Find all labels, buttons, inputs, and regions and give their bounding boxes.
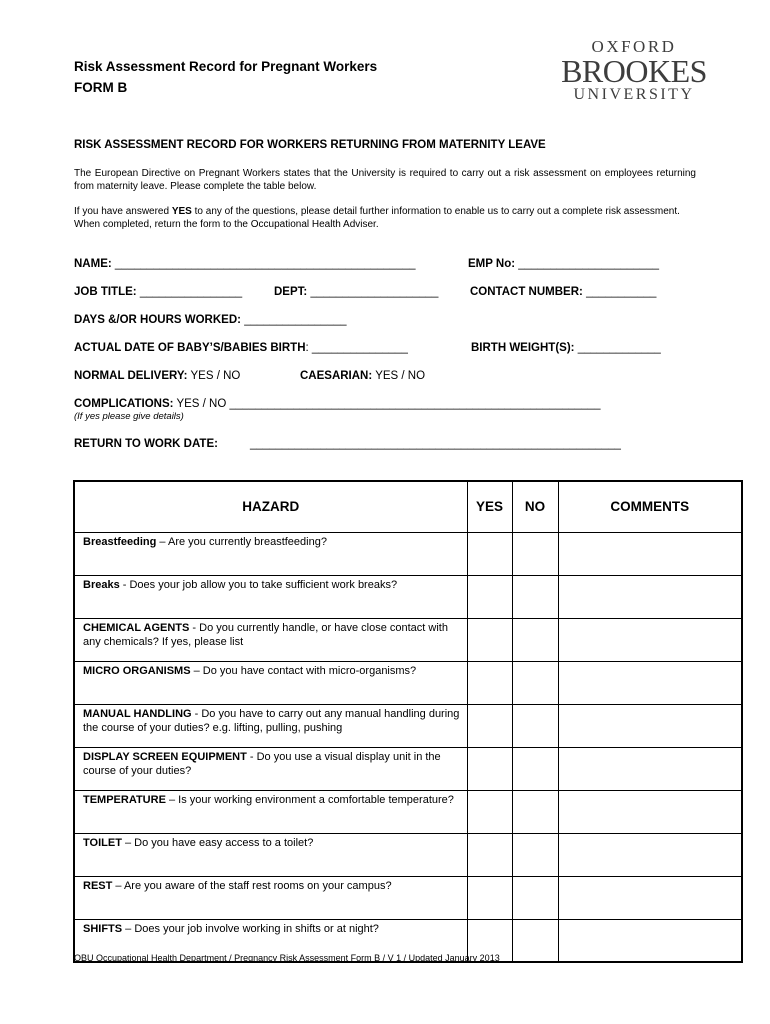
- hazard-text: – Are you currently breastfeeding?: [156, 535, 327, 548]
- hazard-question: [74, 661, 467, 704]
- emp-no-field[interactable]: [468, 258, 659, 270]
- complications-label: COMPLICATIONS:: [74, 398, 174, 410]
- table-row: [74, 833, 742, 876]
- comments-cell[interactable]: [558, 833, 742, 876]
- instructions-paragraph: [74, 205, 696, 231]
- hazard-name: TOILET: [83, 836, 122, 849]
- comments-cell[interactable]: [558, 575, 742, 618]
- instructions-yes: YES: [171, 206, 192, 217]
- hazard-question: [74, 790, 467, 833]
- university-logo: [553, 38, 715, 103]
- comments-column-header: COMMENTS: [558, 481, 742, 532]
- section-heading: RISK ASSESSMENT RECORD FOR WORKERS RETURNING FROM MATERNITY LEAVE: [74, 139, 546, 151]
- name-label: NAME:: [74, 258, 112, 270]
- hazard-name: SHIFTS: [83, 922, 123, 935]
- yes-cell[interactable]: [467, 661, 512, 704]
- dept-field[interactable]: [274, 286, 438, 298]
- hazard-name: MICRO ORGANISMS: [83, 664, 191, 677]
- job-title-label: JOB TITLE:: [74, 286, 137, 298]
- hazard-text: – Is your working environment a comfortable temperature?: [165, 793, 454, 806]
- hazard-text: - Do you have to carry out any manual handling during the course of your duties? e.g. lifting, pulling, pushing: [83, 707, 460, 734]
- table-row: [74, 575, 742, 618]
- birth-weight-line[interactable]: _____________: [577, 342, 661, 354]
- days-hours-label: DAYS &/OR HOURS WORKED:: [74, 314, 241, 326]
- job-title-field[interactable]: [74, 286, 242, 298]
- instructions-text-b: to any of the questions, please detail further information to enable us to carry out a complete risk assessment. When completed, return the form to the Occupational Health Adviser.: [74, 206, 680, 230]
- contact-number-label: CONTACT NUMBER:: [470, 286, 583, 298]
- comments-cell[interactable]: [558, 790, 742, 833]
- comments-cell[interactable]: [558, 532, 742, 575]
- comments-cell[interactable]: [558, 704, 742, 747]
- logo-line-brookes: BROOKES: [561, 53, 707, 89]
- hazard-text: – Does your job involve working in shifts or at night?: [122, 922, 379, 935]
- yes-cell[interactable]: [467, 575, 512, 618]
- table-row: [74, 532, 742, 575]
- no-cell[interactable]: [512, 618, 558, 661]
- no-cell[interactable]: [512, 704, 558, 747]
- form-title: Risk Assessment Record for Pregnant Workers: [74, 59, 378, 74]
- hazard-column-header: HAZARD: [74, 481, 467, 532]
- comments-cell[interactable]: [558, 747, 742, 790]
- logo-line-university: UNIVERSITY: [573, 86, 695, 103]
- name-line[interactable]: _______________________________________________: [114, 258, 416, 270]
- caesarian-field[interactable]: [300, 370, 425, 382]
- table-row: [74, 790, 742, 833]
- caesarian-options[interactable]: YES / NO: [375, 370, 426, 382]
- yes-cell[interactable]: [467, 532, 512, 575]
- table-row: [74, 747, 742, 790]
- caesarian-label: CAESARIAN:: [300, 370, 373, 382]
- page-footer: OBU Occupational Health Department / Pregnancy Risk Assessment Form B / V 1 / Updated January 2013: [74, 953, 500, 963]
- return-date-label-wrap: [74, 438, 218, 450]
- hazard-name: REST: [83, 879, 113, 892]
- no-cell[interactable]: [512, 747, 558, 790]
- contact-number-line[interactable]: ___________: [586, 286, 657, 298]
- birth-date-field[interactable]: [74, 342, 408, 354]
- hazard-text: – Do you have contact with micro-organisms?: [190, 664, 417, 677]
- hazard-question: [74, 747, 467, 790]
- yes-cell[interactable]: [467, 876, 512, 919]
- hazard-name: Breaks: [83, 578, 120, 591]
- birth-date-label: ACTUAL DATE OF BABY’S/BABIES BIRTH: [74, 342, 306, 354]
- yes-cell[interactable]: [467, 833, 512, 876]
- no-cell[interactable]: [512, 790, 558, 833]
- instructions-text-a: If you have answered: [74, 206, 172, 217]
- job-title-line[interactable]: ________________: [139, 286, 243, 298]
- complications-options[interactable]: YES / NO: [176, 398, 227, 410]
- complications-line[interactable]: __________________________________________________________: [229, 398, 601, 410]
- days-hours-field[interactable]: [74, 314, 347, 326]
- hazard-question: [74, 876, 467, 919]
- complications-field[interactable]: [74, 398, 600, 410]
- yes-column-header: YES: [467, 481, 512, 532]
- emp-no-line[interactable]: ______________________: [518, 258, 659, 270]
- birth-date-colon: :: [305, 342, 309, 354]
- birth-date-line[interactable]: _______________: [311, 342, 408, 354]
- hazard-question: [74, 575, 467, 618]
- hazard-text: – Are you aware of the staff rest rooms on your campus?: [112, 879, 392, 892]
- complications-note: (If yes please give details): [74, 411, 184, 422]
- normal-delivery-label: NORMAL DELIVERY:: [74, 370, 188, 382]
- yes-cell[interactable]: [467, 790, 512, 833]
- days-hours-line[interactable]: ________________: [244, 314, 347, 326]
- contact-number-field[interactable]: [470, 286, 656, 298]
- no-cell[interactable]: [512, 833, 558, 876]
- no-column-header: NO: [512, 481, 558, 532]
- birth-weight-field[interactable]: [471, 342, 661, 354]
- table-row: [74, 618, 742, 661]
- intro-paragraph: The European Directive on Pregnant Workers states that the University is required to carry out a risk assessment on employees returning from maternity leave. Please complete the table below.: [74, 168, 696, 192]
- no-cell[interactable]: [512, 661, 558, 704]
- logo-line-oxford: OXFORD: [591, 37, 677, 56]
- birth-weight-label: BIRTH WEIGHT(S):: [471, 342, 575, 354]
- hazard-question: [74, 833, 467, 876]
- dept-label: DEPT:: [274, 286, 308, 298]
- yes-cell[interactable]: [467, 618, 512, 661]
- return-date-label: RETURN TO WORK DATE:: [74, 438, 218, 450]
- hazard-question: [74, 532, 467, 575]
- table-row: [74, 704, 742, 747]
- yes-cell[interactable]: [467, 747, 512, 790]
- hazard-name: Breastfeeding: [83, 535, 157, 548]
- return-date-line[interactable]: __________________________________________________________: [250, 438, 621, 450]
- no-cell[interactable]: [512, 575, 558, 618]
- hazard-table-header: [74, 481, 742, 532]
- no-cell[interactable]: [512, 532, 558, 575]
- hazard-name: MANUAL HANDLING: [83, 707, 192, 720]
- comments-cell[interactable]: [558, 919, 742, 962]
- hazard-question: [74, 704, 467, 747]
- emp-no-label: EMP No:: [468, 258, 516, 270]
- yes-cell[interactable]: [467, 704, 512, 747]
- dept-line[interactable]: ____________________: [310, 286, 439, 298]
- hazard-text: - Do you currently handle, or have close contact with any chemicals? If yes, please list: [83, 621, 448, 648]
- table-row: [74, 661, 742, 704]
- name-field[interactable]: [74, 258, 416, 270]
- table-row: [74, 876, 742, 919]
- hazard-question: [74, 618, 467, 661]
- normal-delivery-field[interactable]: [74, 370, 240, 382]
- hazard-name: DISPLAY SCREEN EQUIPMENT: [83, 750, 247, 763]
- hazard-text: – Do you have easy access to a toilet?: [121, 836, 314, 849]
- no-cell[interactable]: [512, 876, 558, 919]
- hazard-name: TEMPERATURE: [83, 793, 166, 806]
- comments-cell[interactable]: [558, 661, 742, 704]
- no-cell[interactable]: [512, 919, 558, 962]
- form-subtitle: FORM B: [74, 80, 128, 95]
- hazard-text: - Do you use a visual display unit in the course of your duties?: [83, 750, 441, 777]
- hazard-table: [73, 480, 743, 963]
- comments-cell[interactable]: [558, 618, 742, 661]
- hazard-name: CHEMICAL AGENTS: [83, 621, 190, 634]
- normal-delivery-options[interactable]: YES / NO: [190, 370, 241, 382]
- hazard-text: - Does your job allow you to take sufficient work breaks?: [119, 578, 398, 591]
- comments-cell[interactable]: [558, 876, 742, 919]
